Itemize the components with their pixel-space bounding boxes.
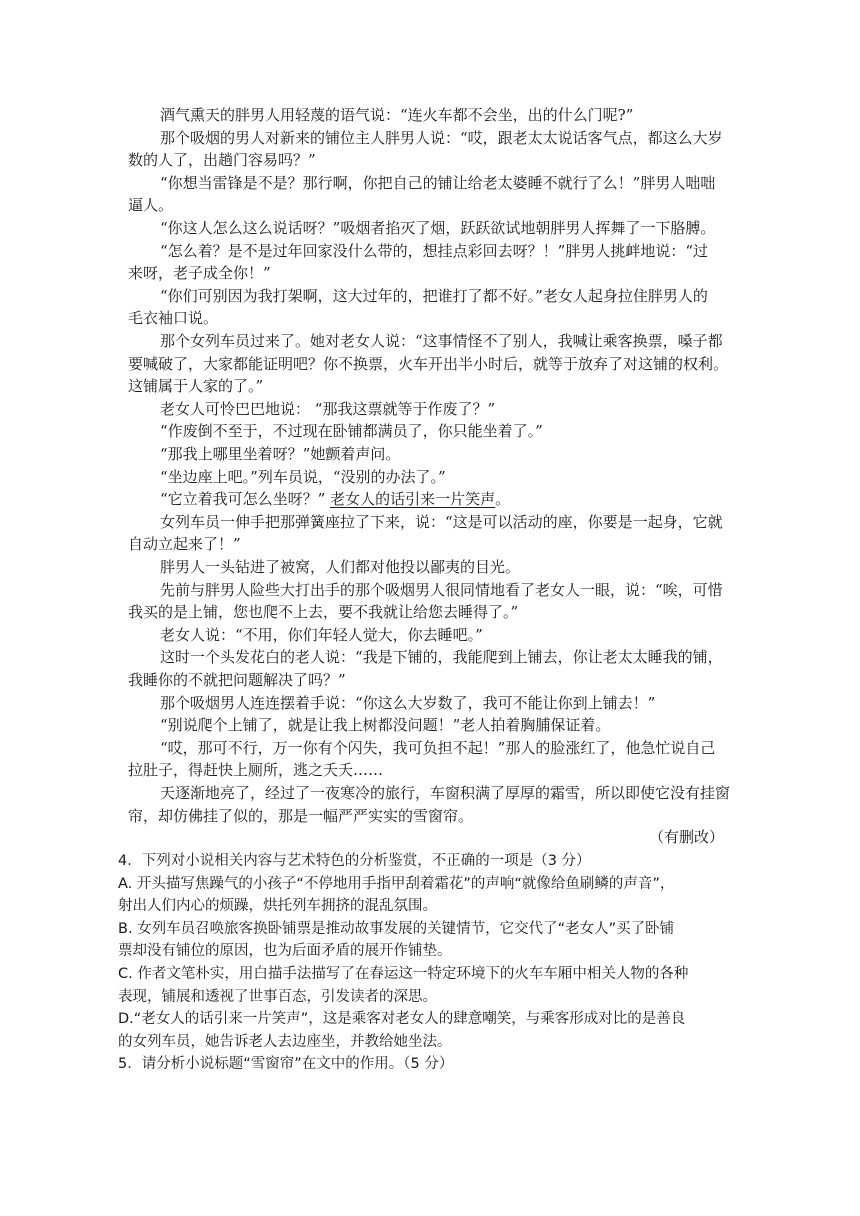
question-line: A. 开头描写焦躁气的小孩子“不停地用手指甲刮着霜花”的声响“就像给鱼刷鳞的声音”，	[118, 875, 675, 892]
passage-line	[160, 285, 708, 307]
question-line: 5．请分析小说标题“雪窗帘”在文中的作用。（5 分）	[118, 1056, 454, 1073]
passage-line	[160, 782, 730, 804]
passage-line-text: 拉肚子，得赶快上厕所，逃之夭夭……	[128, 761, 384, 780]
passage-line	[160, 556, 520, 578]
passage-line	[128, 805, 473, 827]
passage-line	[128, 601, 518, 623]
passage-line-text: 要喊破了，大家都能证明吧？你不换票，火车开出半小时后，就等于放弃了对这铺的权利。	[128, 354, 729, 373]
passage-line-text: 我买的是上铺，您也爬不上去，要不我就让给您去睡得了。”	[128, 603, 519, 622]
passage-line-text: 女列车员一伸手把那弹簧座拉了下来，说：“这是可以活动的座，你要是一起身，它就	[160, 512, 723, 531]
question-line: 票却没有铺位的原因，也为后面矛盾的展开作铺垫。	[118, 943, 452, 960]
passage-line	[160, 240, 708, 262]
passage-line-text: 先前与胖男人险些大打出手的那个吸烟男人很同情地看了老女人一眼，说：“唉，可惜	[160, 580, 723, 599]
passage-line-text: “你想当雷锋是不是？那行啊，你把自己的铺让给老太婆睡不就行了么！”胖男人咄咄	[160, 173, 716, 192]
passage-line-text: 逼人。	[128, 196, 174, 215]
passage-line	[160, 488, 510, 510]
passage-line	[160, 714, 610, 736]
passage-line-text: 这铺属于人家的了。”	[128, 377, 264, 396]
passage-line-text: 天逐渐地亮了，经过了一夜寒冷的旅行，车窗积满了厚厚的霜雪，所以即使它没有挂窗	[160, 784, 731, 802]
passage-line-text: “哎，那可不行，万一你有个闪失，我可负担不起！”那人的脸涨红了，他急忙说自己	[160, 738, 716, 757]
passage-line	[128, 307, 218, 329]
question-line: C. 作者文笔朴实，用白描手法描写了在春运这一特定环境下的火车车厢中相关人物的各种	[118, 966, 689, 982]
passage-line	[128, 149, 316, 171]
passage-line	[160, 127, 723, 149]
passage-line	[160, 646, 723, 668]
passage-line	[160, 624, 483, 646]
passage-line	[128, 669, 346, 691]
question-line: 表现，铺展和透视了世事百态，引发读者的深思。	[118, 988, 437, 1005]
passage-line	[160, 443, 400, 465]
question-line: 的女列车员，她告诉老人去边座坐，并教给她坐法。	[118, 1033, 452, 1050]
passage-line	[160, 420, 543, 442]
passage-line-text: 胖男人一头钻进了被窝，人们都对他投以鄙夷的目光。	[160, 558, 521, 576]
passage-line-text: “那我上哪里坐着呀？”她颤着声问。	[160, 445, 401, 463]
passage-line	[160, 172, 715, 194]
passage-line-text: “怎么着？是不是过年回家没什么带的，想挂点彩回去呀？！”胖男人挑衅地说：“过	[160, 241, 709, 260]
question-line: 射出人们内心的烦躁，烘托列车拥挤的混乱氛围。	[118, 898, 437, 915]
passage-line-text: “别说爬个上铺了，就是让我上树都没问题！”老人拍着胸脯保证着。	[160, 716, 611, 735]
passage-line-text: 那个吸烟的男人对新来的铺位主人胖男人说：“哎，跟老太太说话客气点，都这么大岁	[160, 128, 723, 147]
passage-line	[128, 262, 271, 284]
passage-line-tail: 。	[495, 490, 511, 509]
passage-line-text: 自动立起来了！”	[128, 535, 241, 554]
passage-line-text: “它立着我可怎么坐呀？”	[160, 490, 331, 509]
passage-line-text: “你们可别因为我打架啊，这大过年的，把谁打了都不好。”老女人起身拉住胖男人的	[160, 286, 708, 305]
passage-line	[128, 353, 728, 375]
passage-line-text: 酒气熏天的胖男人用轻蔑的语气说：“连火车都不会坐，出的什么门呢?”	[160, 106, 634, 124]
passage-line	[160, 737, 715, 759]
question-line: D.“老女人的话引来一片笑声”，这是乘客对老女人的肆意嘲笑，与乘客形成对比的是善良	[118, 1011, 686, 1028]
passage-line-text: 帘，却仿佛挂了似的，那是一幅严严实实的雪窗帘。	[128, 806, 474, 825]
passage-line-text: 那个女列车员过来了。她对老女人说：“这事情怪不了别人，我喊让乘客换票，嗓子都	[160, 332, 723, 350]
source-note: （有删改）	[648, 828, 724, 846]
passage-line	[160, 579, 723, 601]
passage-line-text: 来呀，老子成全你！”	[128, 264, 271, 283]
passage-line	[160, 330, 723, 352]
passage-line-text: 数的人了，出趟门容易吗？”	[128, 151, 316, 170]
passage-line-text: 老女人可怜巴巴地说： “那我这票就等于作废了？”	[160, 399, 496, 418]
passage-line-text: 老女人说：“不用，你们年轻人觉大，你去睡吧。”	[160, 625, 483, 644]
question-line: B. 女列车员召唤旅客换卧铺票是推动故事发展的关键情节，它交代了“老女人”买了卧铺	[118, 920, 675, 937]
question-line: 4．下列对小说相关内容与艺术特色的分析鉴赏，不正确的一项是（3 分）	[118, 853, 591, 869]
passage-line	[128, 533, 241, 555]
passage-line-text: 毛衣袖口说。	[128, 309, 219, 328]
underlined-sentence: 老女人的话引来一片笑声	[330, 490, 496, 509]
passage-line-text: 那个吸烟男人连连摆着手说：“你这么大岁数了，我可不能让你到上铺去！”	[160, 693, 656, 712]
passage-line	[160, 692, 655, 714]
passage-line-text: “作废倒不至于，不过现在卧铺都满员了，你只能坐着了。”	[160, 422, 543, 441]
passage-line	[160, 217, 715, 239]
passage-line-text: “坐边座上吧。”列车员说，“没别的办法了。”	[160, 467, 446, 486]
passage-line	[160, 398, 495, 420]
passage-line	[128, 759, 383, 781]
passage-line-text: “你这人怎么这么说话呀？”吸烟者掐灭了烟，跃跃欲试地朝胖男人挥舞了一下胳膊。	[160, 219, 716, 237]
passage-line	[160, 104, 633, 126]
passage-line	[128, 194, 173, 216]
passage-line	[128, 375, 263, 397]
passage-line	[160, 511, 723, 533]
passage-line-text: 我睡你的不就把问题解决了吗？”	[128, 671, 346, 689]
passage-line	[160, 466, 446, 488]
passage-line-text: 这时一个头发花白的老人说：“我是下铺的，我能爬到上铺去，你让老太太睡我的铺，	[160, 648, 723, 667]
